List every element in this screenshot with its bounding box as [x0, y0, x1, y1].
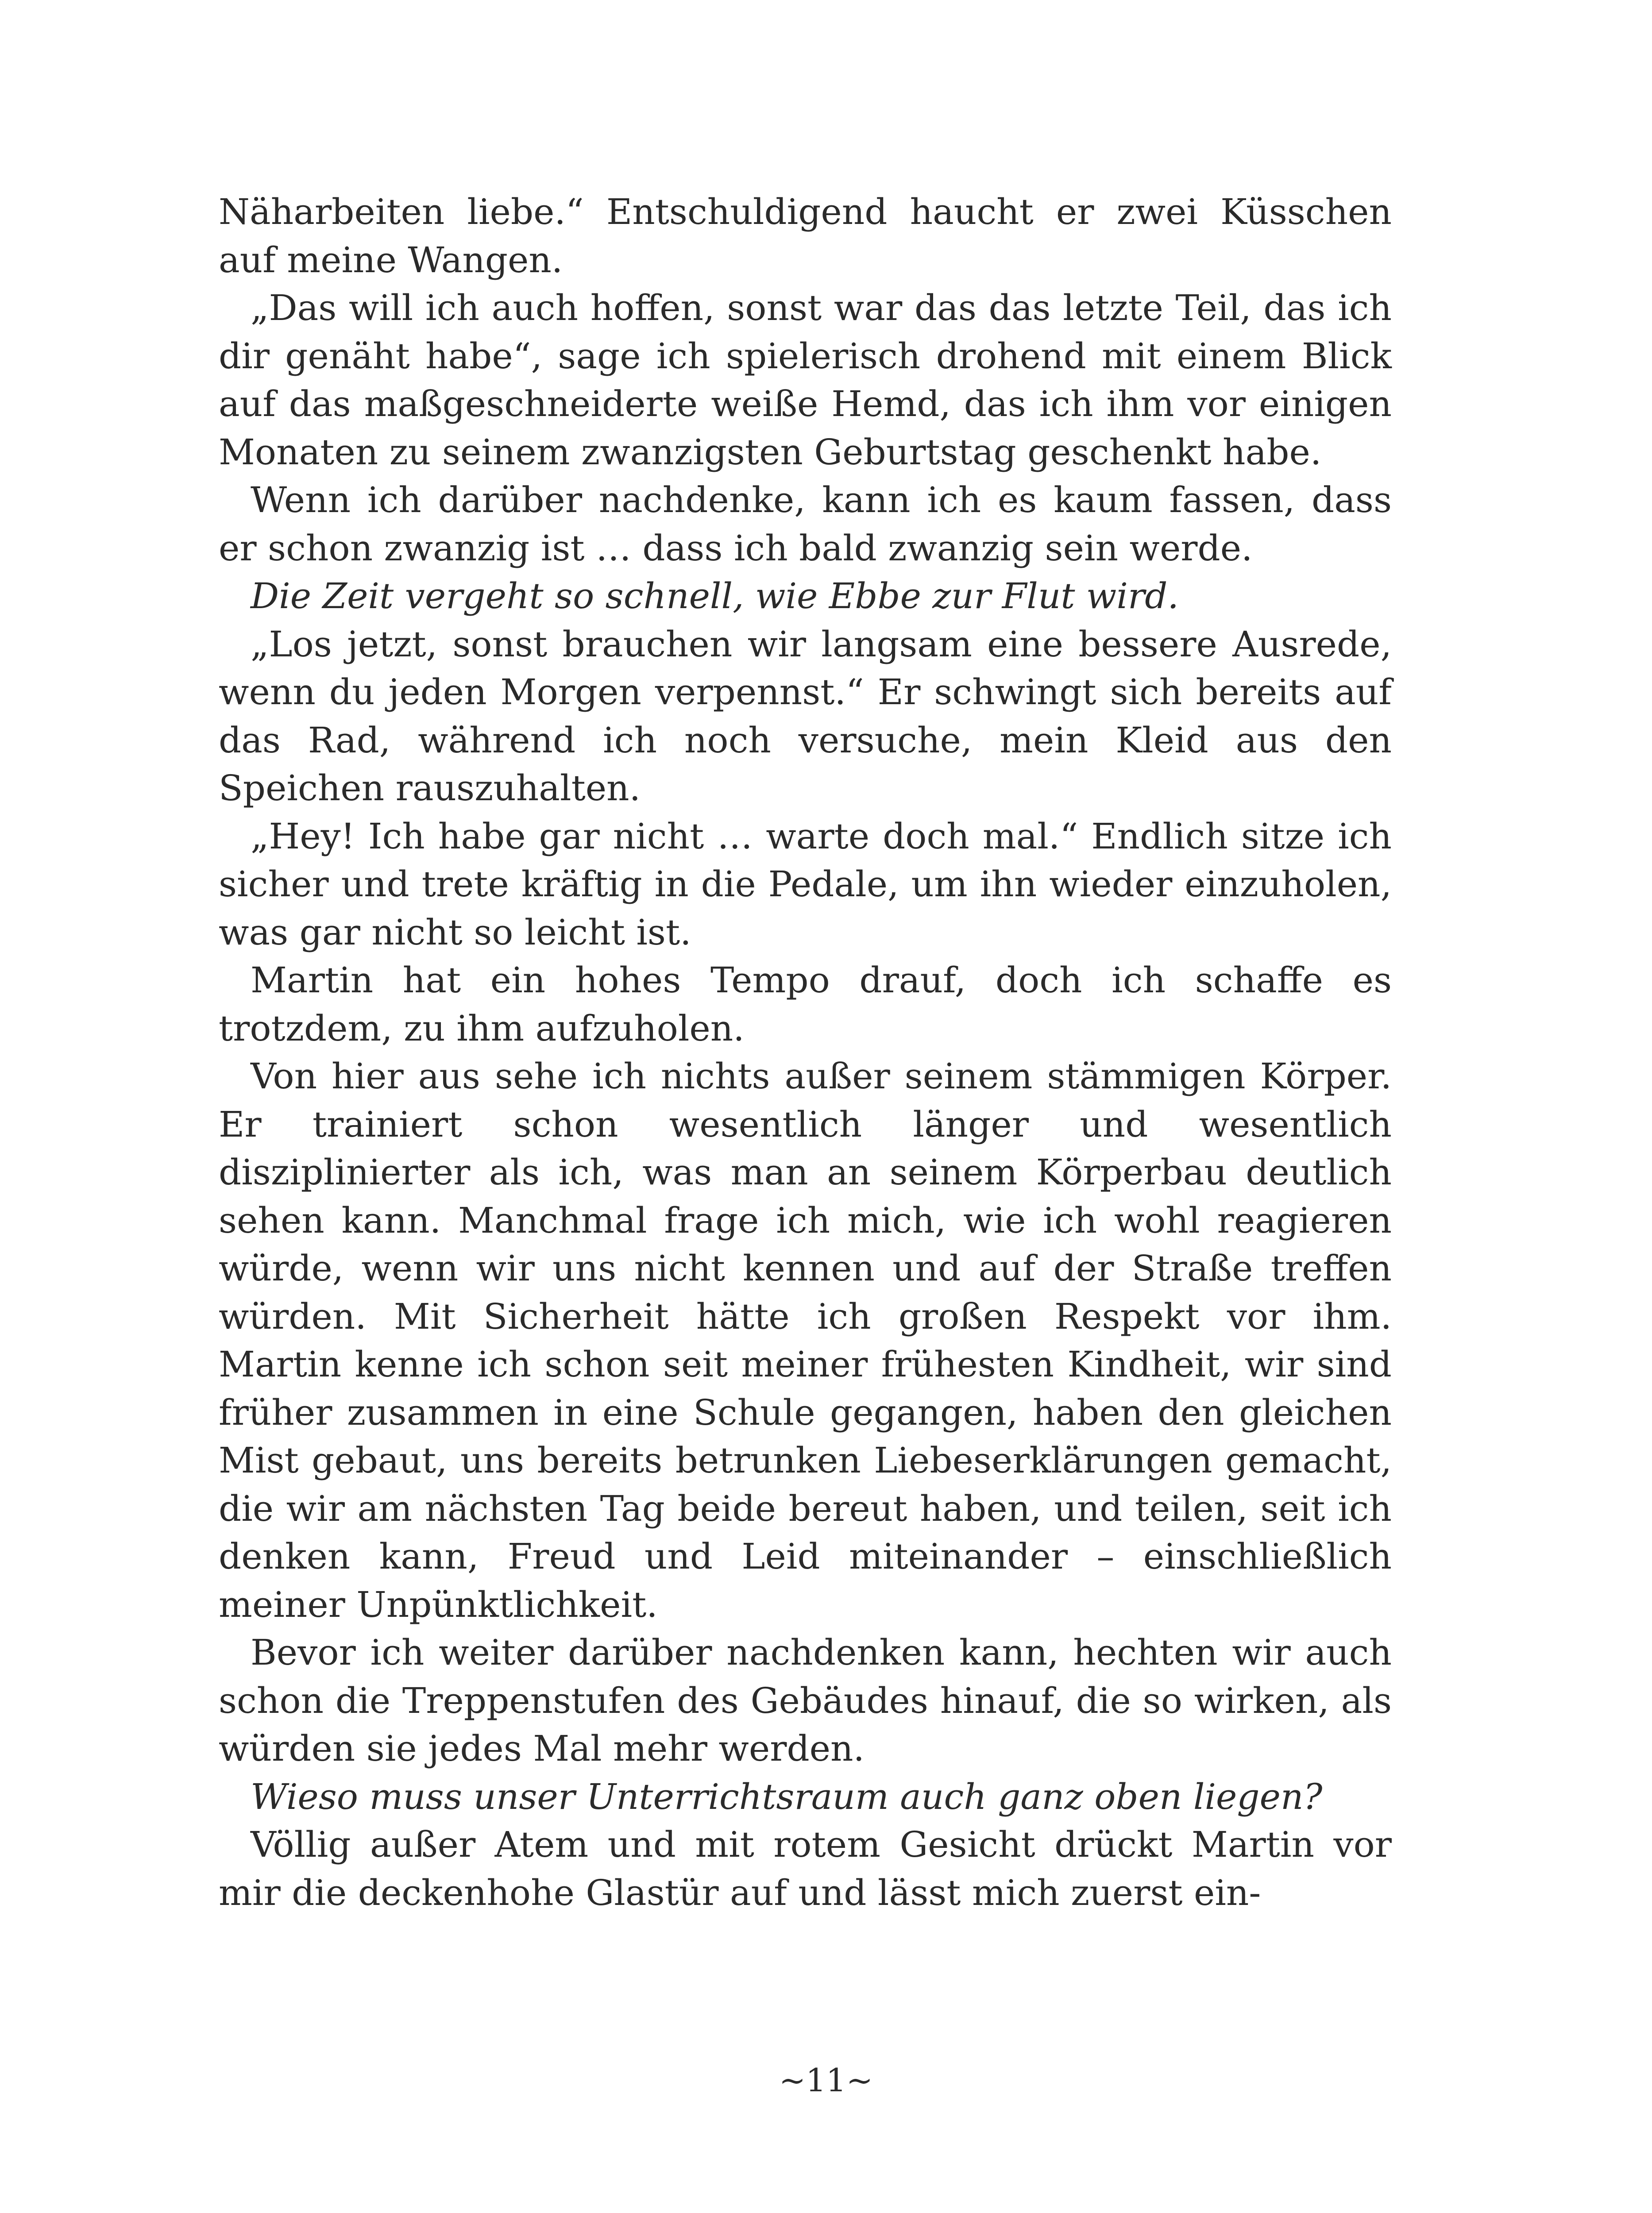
paragraph-10-thought: Wieso muss unser Unterrichtsraum auch ganz oben liegen?: [251, 1776, 1323, 1817]
paragraph-4-thought: Die Zeit vergeht so schnell, wie Ebbe zur Flut wird.: [251, 575, 1179, 617]
paragraph-8: Von hier aus sehe ich nichts außer seinem stämmigen Körper. Er trainiert schon wesentlich länger und wesentlich disziplinierter als ich, was man an seinem Körperbau deutlich sehen kann. Manchmal frage ich mich, wie ich wohl reagieren würde, wenn wir uns nicht kennen und auf der Straße treffen würden. Mit Sicherheit hätte ich großen Respekt vor ihm. Martin kenne ich schon seit meiner frühesten Kindheit, wir sind früher zusammen in eine Schule gegangen, haben den gleichen Mist gebaut, uns bereits betrunken Liebeserklärungen gemacht, die wir am nächsten Tag beide bereut haben, und teilen, seit ich denken kann, Freud und Leid miteinander – einschließlich meiner Unpünktlichkeit.: [219, 1056, 1392, 1625]
paragraph-2: „Das will ich auch hoffen, sonst war das das letzte Teil, das ich dir genäht habe“, sage ich spielerisch drohend mit einem Blick auf das maßgeschneiderte weiße Hemd, das ich ihm vor einigen Monaten zu seinem zwanzigsten Geburtstag geschenkt habe.: [219, 287, 1392, 473]
paragraph-1: Näharbeiten liebe.“ Entschuldigend haucht er zwei Küsschen auf meine Wangen.: [219, 191, 1392, 281]
page-number: ~11~: [779, 2062, 873, 2099]
paragraph-9: Bevor ich weiter darüber nachdenken kann, hechten wir auch schon die Treppenstufen des Gebäudes hinauf, die so wirken, als würden sie jedes Mal mehr werden.: [219, 1632, 1392, 1769]
paragraph-3: Wenn ich darüber nachdenke, kann ich es kaum fassen, dass er schon zwanzig ist … dass ich bald zwanzig sein werde.: [219, 479, 1392, 569]
paragraph-5: „Los jetzt, sonst brauchen wir langsam eine bessere Ausrede, wenn du jeden Morgen verpennst.“ Er schwingt sich bereits auf das Rad, während ich noch versuche, mein Kleid aus den Speichen rauszuhalten.: [219, 623, 1392, 809]
paragraph-11: Völlig außer Atem und mit rotem Gesicht drückt Martin vor mir die deckenhohe Glastür auf und lässt mich zuerst ein-: [219, 1824, 1392, 1913]
paragraph-7: Martin hat ein hohes Tempo drauf, doch ich schaffe es trotzdem, zu ihm aufzuholen.: [219, 960, 1392, 1049]
body-text: [219, 188, 1392, 1917]
paragraph-6: „Hey! Ich habe gar nicht … warte doch mal.“ Endlich sitze ich sicher und trete kräftig in die Pedale, um ihn wieder einzuholen, was gar nicht so leicht ist.: [219, 815, 1392, 953]
